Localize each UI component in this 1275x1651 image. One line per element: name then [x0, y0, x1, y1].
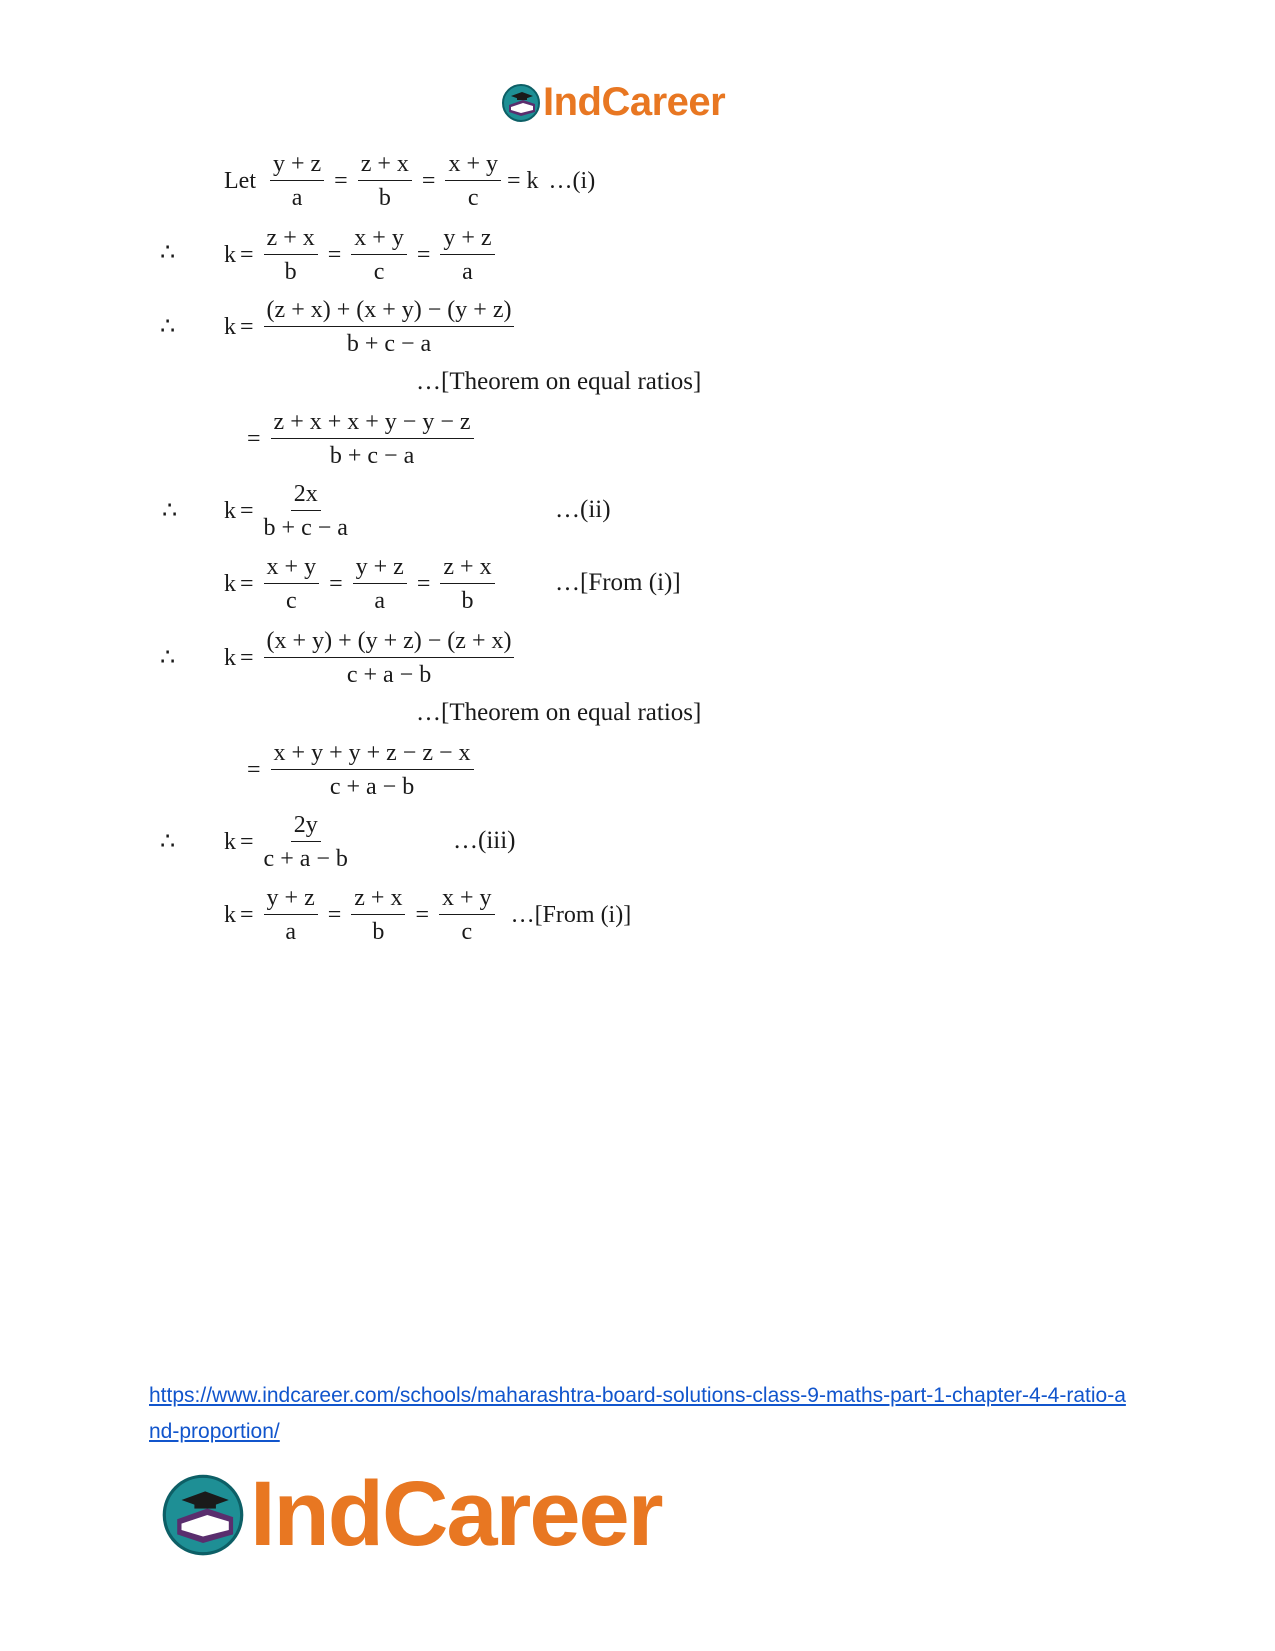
equation-line-3: k = $\frac{(z + x) + (x + y) - (y + z)}{b + c - a}$ — [224, 296, 520, 358]
source-link[interactable]: https://www.indcareer.com/schools/maharashtra-board-solutions-class-9-maths-part-1-chapter-4-4-ratio-and-proportion/ — [149, 1384, 1126, 1443]
from-i-note: …[From (i)] — [555, 569, 681, 596]
therefore-symbol: ∴ — [160, 829, 176, 855]
equation-line-4: = $\frac{z + x + x + y - y - z}{b + c - a}$ — [243, 408, 480, 470]
therefore-symbol: ∴ — [160, 314, 176, 340]
therefore-symbol: ∴ — [162, 498, 178, 524]
therefore-symbol: ∴ — [160, 645, 176, 671]
therefore-symbol: ∴ — [160, 240, 176, 266]
equation-line-8: = $\frac{x + y + y + z - z - x}{c + a - b}$ — [243, 739, 480, 801]
label-iii: …(iii) — [453, 827, 516, 854]
equation-line-7: k = $\frac{(x + y) + (y + z) - (z + x)}{c + a - b}$ — [224, 627, 520, 689]
equation-line-6: k = $\frac{x + y}{c}$ = $\frac{y + z}{a}$ = $\frac{z + x}{b}$ — [224, 553, 501, 615]
equation-line-5: k = $\frac{2x}{b + c - a}$ — [224, 481, 348, 541]
logo-wordmark: IndCareer — [543, 80, 726, 124]
theorem-note: …[Theorem on equal ratios] — [416, 699, 702, 726]
equation-line-2: k = $\frac{z + x}{b}$ = $\frac{x + y}{c}$ = $\frac{y + z}{a}$ — [224, 224, 501, 286]
equation-line-10: k = $\frac{y + z}{a}$ = $\frac{z + x}{b}$ = $\frac{x + y}{c}$ …[From (i)] — [224, 885, 632, 945]
equation-line-1: Let $\frac{y + z}{a}$ = $\frac{z + x}{b}$ = $\frac{x + y}{c}$ = k …(i) — [224, 151, 596, 211]
equation-line-9: k = $\frac{2y}{c + a - b}$ — [224, 812, 348, 872]
indcareer-logo-bottom — [160, 1462, 662, 1567]
logo-wordmark: IndCareer — [250, 1463, 662, 1565]
theorem-note: …[Theorem on equal ratios] — [416, 368, 702, 395]
graduation-cap-book-icon — [160, 1472, 246, 1558]
label-ii: …(ii) — [555, 496, 611, 523]
